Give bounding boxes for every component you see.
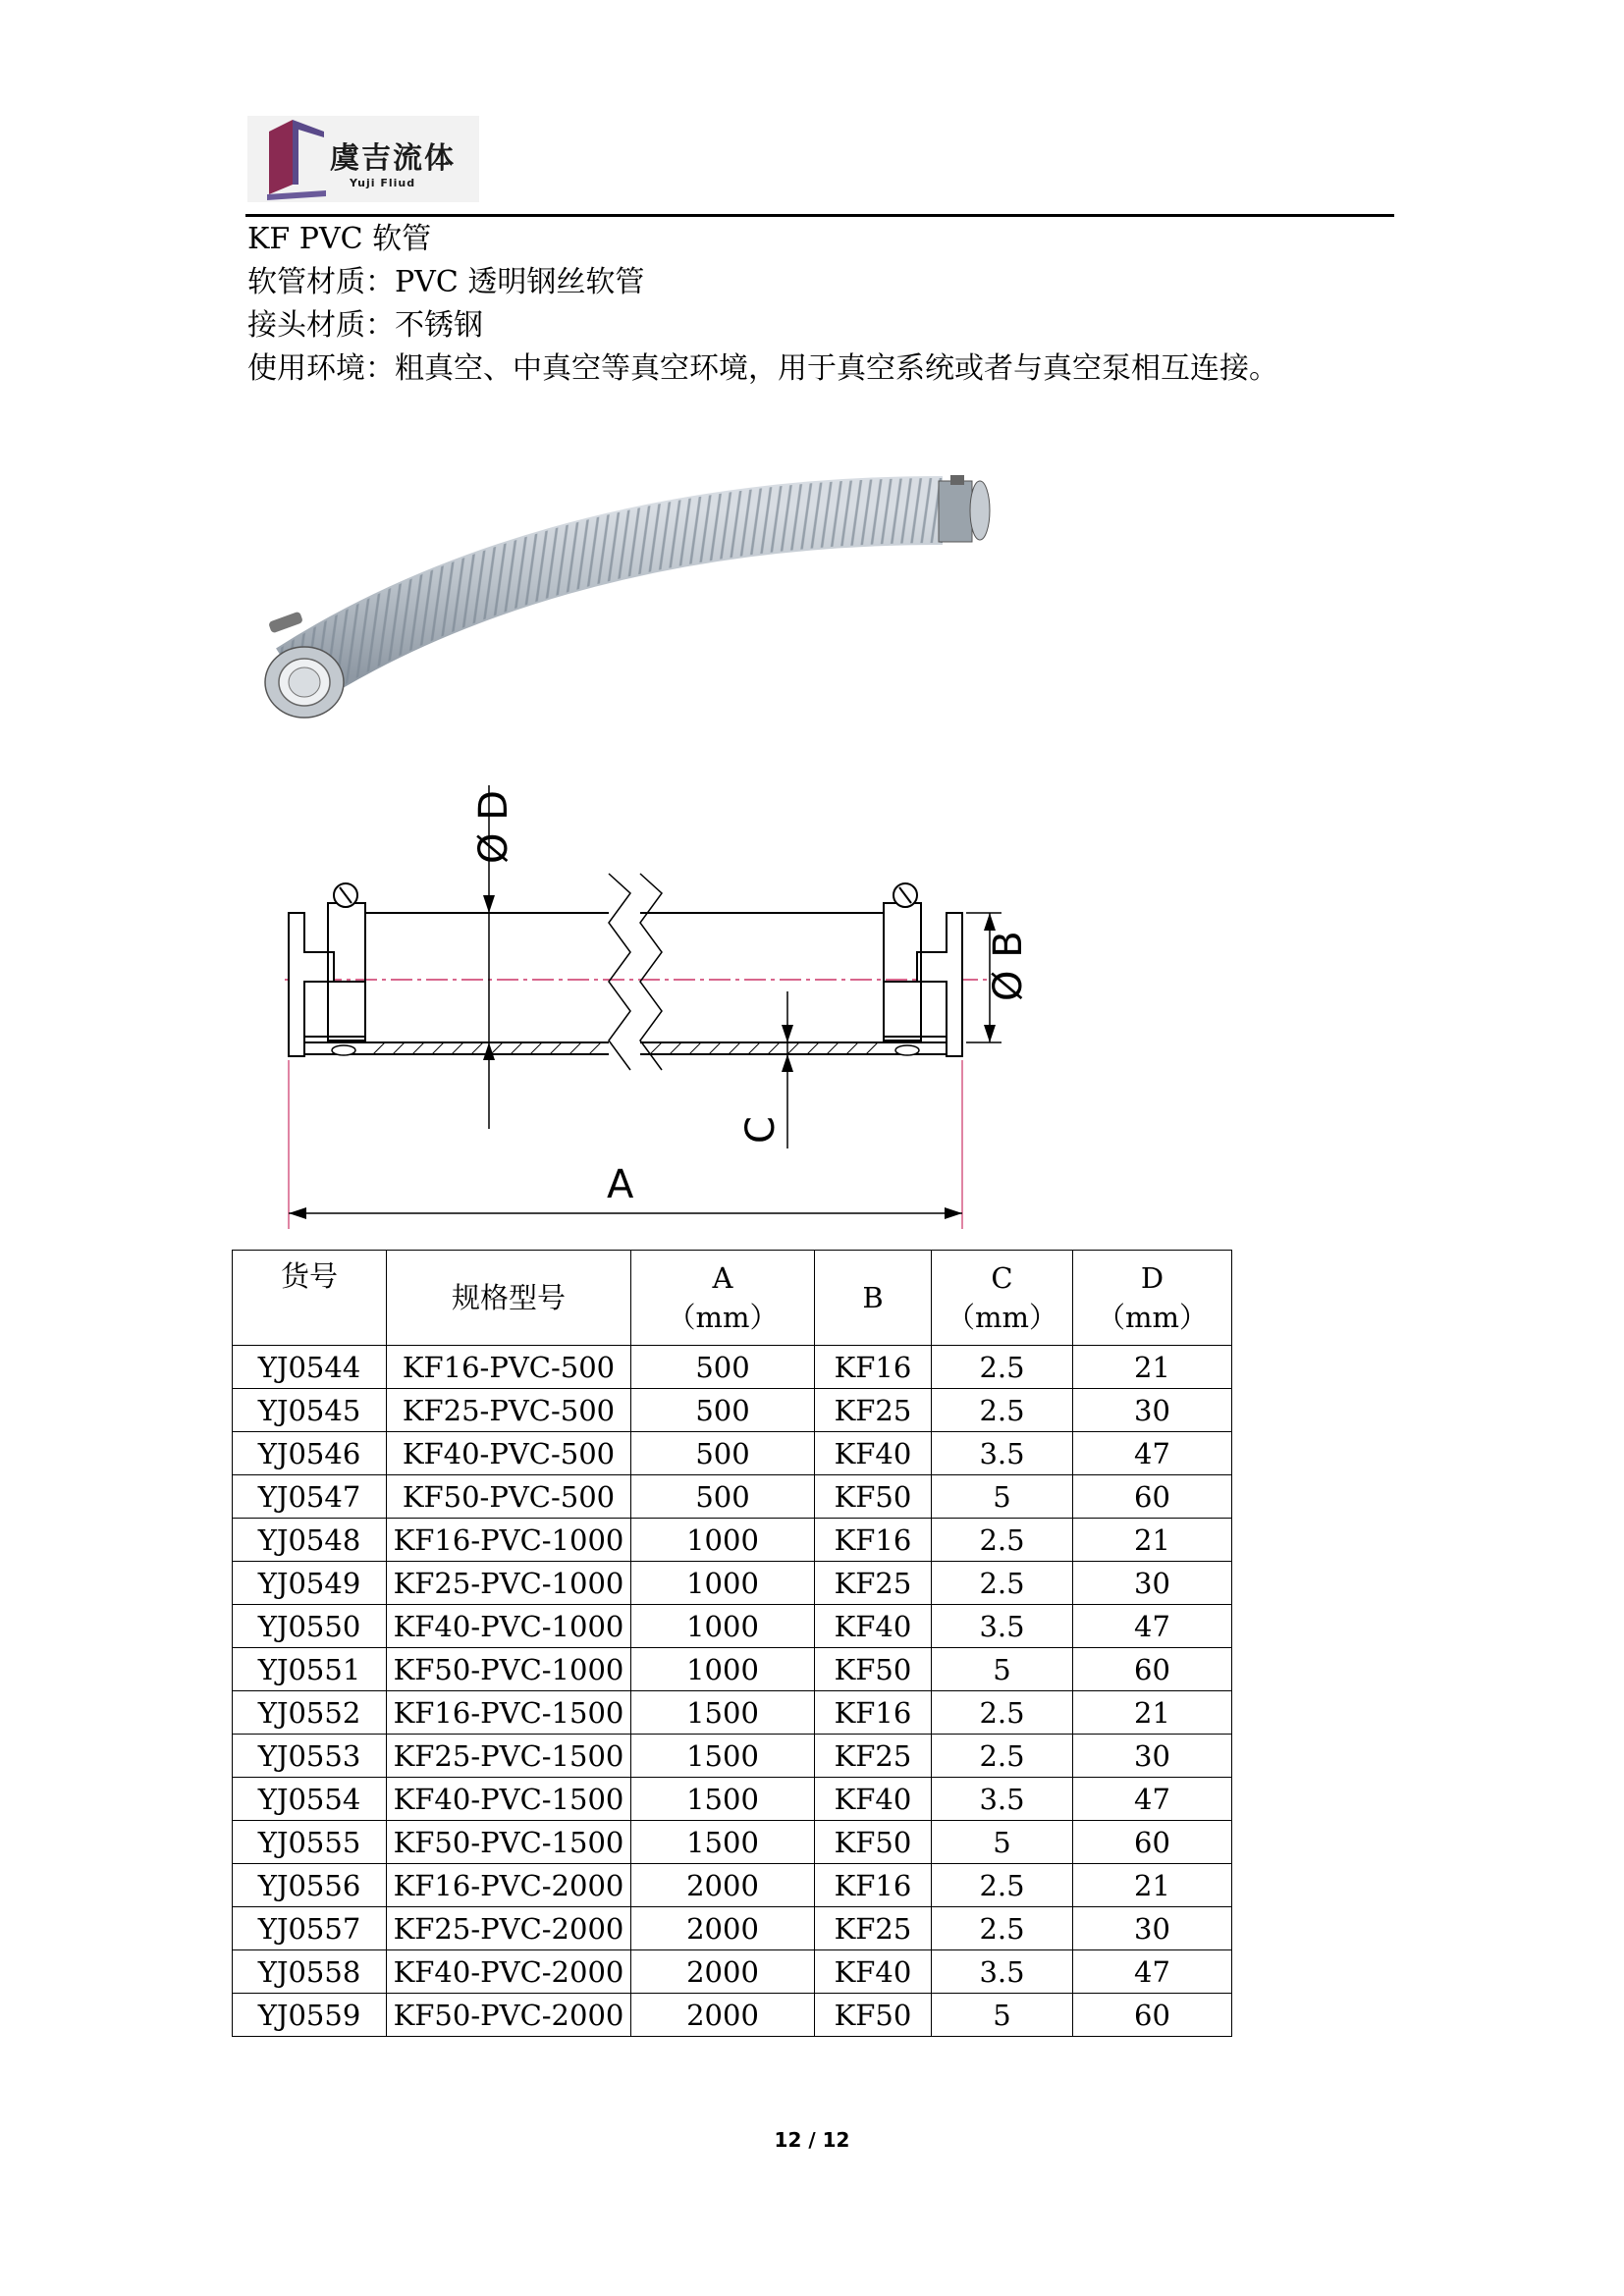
table-row xyxy=(233,1519,1232,1562)
logo-cn-text: 虞吉流体 xyxy=(330,141,456,176)
cell-a: 500 xyxy=(631,1432,815,1475)
cell-d: 30 xyxy=(1073,1562,1232,1605)
cell-a: 1000 xyxy=(631,1519,815,1562)
table-row xyxy=(233,1432,1232,1475)
cell-a: 2000 xyxy=(631,1950,815,1994)
table-row xyxy=(233,1821,1232,1864)
cell-c: 2.5 xyxy=(932,1346,1073,1389)
page-title: KF PVC 软管 xyxy=(247,222,432,256)
table-row xyxy=(233,1605,1232,1648)
cell-b: KF40 xyxy=(815,1950,932,1994)
cell-d: 60 xyxy=(1073,1475,1232,1519)
cell-d: 21 xyxy=(1073,1346,1232,1389)
cell-item-no: YJ0554 xyxy=(233,1778,387,1821)
dimension-drawing xyxy=(265,766,1031,1237)
cell-c: 2.5 xyxy=(932,1735,1073,1778)
cell-d: 21 xyxy=(1073,1519,1232,1562)
cell-b: KF50 xyxy=(815,1821,932,1864)
cell-c: 5 xyxy=(932,1475,1073,1519)
cell-c: 3.5 xyxy=(932,1950,1073,1994)
cell-b: KF50 xyxy=(815,1475,932,1519)
cell-a: 1500 xyxy=(631,1691,815,1735)
table-row xyxy=(233,1864,1232,1907)
table-row xyxy=(233,1907,1232,1950)
cell-d: 47 xyxy=(1073,1950,1232,1994)
cell-a: 1000 xyxy=(631,1562,815,1605)
cell-item-no: YJ0553 xyxy=(233,1735,387,1778)
cell-d: 30 xyxy=(1073,1735,1232,1778)
cell-d: 47 xyxy=(1073,1605,1232,1648)
table-header-row xyxy=(233,1251,1232,1346)
cell-item-no: YJ0556 xyxy=(233,1864,387,1907)
cell-a: 500 xyxy=(631,1389,815,1432)
cell-item-no: YJ0557 xyxy=(233,1907,387,1950)
table-row xyxy=(233,1778,1232,1821)
cell-item-no: YJ0545 xyxy=(233,1389,387,1432)
cell-c: 2.5 xyxy=(932,1519,1073,1562)
cell-model: KF25-PVC-1500 xyxy=(387,1735,631,1778)
table-row xyxy=(233,1562,1232,1605)
cell-d: 47 xyxy=(1073,1778,1232,1821)
cell-b: KF40 xyxy=(815,1605,932,1648)
cell-d: 30 xyxy=(1073,1907,1232,1950)
cell-a: 1500 xyxy=(631,1735,815,1778)
header-b: B xyxy=(815,1251,932,1346)
label-b: Ø B xyxy=(986,931,1031,1001)
cell-b: KF25 xyxy=(815,1907,932,1950)
cell-a: 2000 xyxy=(631,1907,815,1950)
cell-model: KF25-PVC-2000 xyxy=(387,1907,631,1950)
cell-c: 3.5 xyxy=(932,1432,1073,1475)
cell-model: KF40-PVC-2000 xyxy=(387,1950,631,1994)
cell-item-no: YJ0548 xyxy=(233,1519,387,1562)
cell-model: KF50-PVC-1000 xyxy=(387,1648,631,1691)
cell-b: KF50 xyxy=(815,1648,932,1691)
cell-c: 2.5 xyxy=(932,1691,1073,1735)
label-a: A xyxy=(607,1162,634,1207)
cell-model: KF16-PVC-1000 xyxy=(387,1519,631,1562)
cell-item-no: YJ0558 xyxy=(233,1950,387,1994)
cell-b: KF25 xyxy=(815,1735,932,1778)
table-row xyxy=(233,1648,1232,1691)
cell-a: 500 xyxy=(631,1346,815,1389)
table-row xyxy=(233,1475,1232,1519)
cell-model: KF40-PVC-1000 xyxy=(387,1605,631,1648)
cell-item-no: YJ0552 xyxy=(233,1691,387,1735)
cell-c: 5 xyxy=(932,1821,1073,1864)
cell-c: 2.5 xyxy=(932,1907,1073,1950)
cell-model: KF16-PVC-2000 xyxy=(387,1864,631,1907)
cell-a: 1000 xyxy=(631,1648,815,1691)
page-number: 12 / 12 xyxy=(774,2128,850,2152)
cell-model: KF16-PVC-1500 xyxy=(387,1691,631,1735)
company-logo xyxy=(247,116,479,202)
cell-item-no: YJ0549 xyxy=(233,1562,387,1605)
cell-d: 30 xyxy=(1073,1389,1232,1432)
label-d: Ø D xyxy=(471,790,516,864)
cell-item-no: YJ0546 xyxy=(233,1432,387,1475)
cell-b: KF40 xyxy=(815,1778,932,1821)
cell-model: KF25-PVC-1000 xyxy=(387,1562,631,1605)
spec-environment: 使用环境：粗真空、中真空等真空环境，用于真空系统或者与真空泵相互连接。 xyxy=(247,351,1278,386)
header-c: C （mm） xyxy=(932,1251,1073,1346)
cell-d: 60 xyxy=(1073,1648,1232,1691)
cell-a: 1500 xyxy=(631,1821,815,1864)
table-row xyxy=(233,1346,1232,1389)
cell-c: 3.5 xyxy=(932,1605,1073,1648)
table-row xyxy=(233,1389,1232,1432)
cell-model: KF50-PVC-500 xyxy=(387,1475,631,1519)
cell-a: 2000 xyxy=(631,1994,815,2037)
label-c: C xyxy=(738,1116,784,1144)
table-row xyxy=(233,1691,1232,1735)
cell-c: 2.5 xyxy=(932,1562,1073,1605)
logo-en-text: Yuji Fliud xyxy=(350,177,416,189)
header-rule xyxy=(245,214,1394,217)
cell-b: KF16 xyxy=(815,1864,932,1907)
cell-b: KF16 xyxy=(815,1346,932,1389)
cell-b: KF25 xyxy=(815,1389,932,1432)
cell-d: 47 xyxy=(1073,1432,1232,1475)
cell-item-no: YJ0555 xyxy=(233,1821,387,1864)
header-model: 规格型号 xyxy=(387,1251,631,1346)
spec-fitting-material: 接头材质：不锈钢 xyxy=(247,308,483,343)
cell-d: 60 xyxy=(1073,1821,1232,1864)
cell-a: 1000 xyxy=(631,1605,815,1648)
hose-product-image xyxy=(236,471,1041,766)
cell-d: 21 xyxy=(1073,1691,1232,1735)
table-row xyxy=(233,1735,1232,1778)
table-row xyxy=(233,1994,1232,2037)
cell-model: KF16-PVC-500 xyxy=(387,1346,631,1389)
cell-b: KF40 xyxy=(815,1432,932,1475)
cell-item-no: YJ0551 xyxy=(233,1648,387,1691)
header-a: A （mm） xyxy=(631,1251,815,1346)
cell-model: KF50-PVC-2000 xyxy=(387,1994,631,2037)
cell-model: KF40-PVC-1500 xyxy=(387,1778,631,1821)
cell-c: 5 xyxy=(932,1648,1073,1691)
cell-b: KF16 xyxy=(815,1691,932,1735)
header-d: D （mm） xyxy=(1073,1251,1232,1346)
header-item-no: 货号 xyxy=(233,1251,387,1346)
table-row xyxy=(233,1950,1232,1994)
cell-a: 1500 xyxy=(631,1778,815,1821)
cell-c: 2.5 xyxy=(932,1389,1073,1432)
cell-b: KF25 xyxy=(815,1562,932,1605)
cell-a: 2000 xyxy=(631,1864,815,1907)
cell-item-no: YJ0544 xyxy=(233,1346,387,1389)
cell-b: KF50 xyxy=(815,1994,932,2037)
spec-table xyxy=(232,1250,1232,2037)
cell-c: 3.5 xyxy=(932,1778,1073,1821)
cell-d: 60 xyxy=(1073,1994,1232,2037)
cell-model: KF25-PVC-500 xyxy=(387,1389,631,1432)
cell-item-no: YJ0559 xyxy=(233,1994,387,2037)
cell-a: 500 xyxy=(631,1475,815,1519)
cell-c: 5 xyxy=(932,1994,1073,2037)
spec-hose-material: 软管材质：PVC 透明钢丝软管 xyxy=(247,265,645,299)
cell-d: 21 xyxy=(1073,1864,1232,1907)
cell-item-no: YJ0547 xyxy=(233,1475,387,1519)
cell-model: KF40-PVC-500 xyxy=(387,1432,631,1475)
cell-c: 2.5 xyxy=(932,1864,1073,1907)
cell-model: KF50-PVC-1500 xyxy=(387,1821,631,1864)
cell-b: KF16 xyxy=(815,1519,932,1562)
cell-item-no: YJ0550 xyxy=(233,1605,387,1648)
